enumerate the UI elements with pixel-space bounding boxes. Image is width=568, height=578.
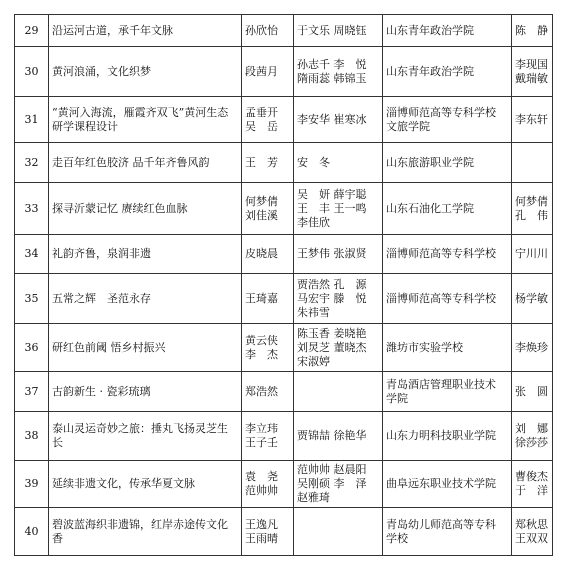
table-row: [15, 461, 553, 508]
team-leader: 王子壬: [245, 436, 278, 449]
advisor-teacher: 李东轩: [515, 112, 548, 126]
advisor-teacher: 李焕珍: [515, 340, 548, 354]
table-row: [15, 47, 553, 97]
team-leader-cell: [242, 372, 294, 412]
row-number-cell: 36: [15, 324, 49, 372]
school-name: 山东力明科技职业学院: [386, 429, 496, 442]
team-members: 刘炅芝 董晓杰: [297, 340, 367, 354]
advisor-teacher-cell: [512, 372, 553, 412]
team-members: 范帅帅 赵晨阳: [297, 463, 367, 476]
advisor-teacher: 刘 娜: [515, 422, 548, 435]
table-row: [15, 508, 553, 556]
advisor-teacher-cell: [512, 183, 553, 235]
school-name: 曲阜远东职业技术学院: [386, 477, 496, 490]
team-members-cell: [294, 97, 383, 143]
school-name: 山东青年政治学院: [386, 64, 474, 78]
school-name-cell: [383, 143, 512, 183]
team-members: 王梦伟 张淑贤: [297, 247, 367, 260]
school-name-cell: [383, 183, 512, 235]
project-title-cell: 延续非遗文化，传承华夏文脉: [49, 461, 242, 508]
school-name-cell: [383, 97, 512, 143]
row-number-cell: 35: [15, 274, 49, 324]
advisor-teacher: 李现国: [515, 57, 548, 71]
school-name-cell: [383, 15, 512, 47]
project-title-cell: 黄河浪涌，文化织梦: [49, 47, 242, 97]
team-members-cell: [294, 274, 383, 324]
advisor-teacher-cell: [512, 324, 553, 372]
advisor-teacher: 曹俊杰: [515, 470, 548, 483]
project-title-cell: 研红色前阈 悟乡村振兴: [49, 324, 242, 372]
team-leader: 袁 尧: [245, 470, 278, 483]
team-leader: 李立玮: [245, 422, 278, 435]
school-name-cell: [383, 47, 512, 97]
school-name: 青岛酒店管理职业技术: [386, 377, 496, 391]
advisor-teacher: 于 洋: [515, 484, 548, 497]
team-members: 贾锦喆 徐艳华: [297, 429, 367, 442]
team-leader-cell: [242, 412, 294, 461]
team-leader: 段茜月: [245, 64, 278, 78]
team-leader: 黄云侠: [245, 333, 278, 347]
project-title-cell: 沿运河古道，承千年文脉: [49, 15, 242, 47]
advisor-teacher-cell: [512, 97, 553, 143]
team-leader: 吴 岳: [245, 119, 278, 133]
table-row: [15, 412, 553, 461]
project-title-cell: 泰山灵运奇妙之旅：捶丸飞扬灵芝生长: [49, 412, 242, 461]
table-body: [15, 15, 553, 556]
advisor-teacher: 王双双: [515, 531, 548, 545]
team-leader-cell: [242, 324, 294, 372]
advisor-teacher: 徐莎莎: [515, 436, 548, 449]
school-name: 山东青年政治学院: [386, 23, 474, 37]
team-leader-cell: [242, 47, 294, 97]
advisor-teacher: 张 圆: [515, 384, 548, 398]
school-name-cell: [383, 372, 512, 412]
awards-table: [14, 14, 553, 556]
school-name: 文旅学院: [386, 119, 430, 133]
team-members-cell: [294, 183, 383, 235]
team-members: 孙志千 李 悦: [297, 57, 367, 71]
advisor-teacher-cell: [512, 508, 553, 556]
advisor-teacher-cell: [512, 412, 553, 461]
row-number-cell: 33: [15, 183, 49, 235]
team-members-cell: [294, 235, 383, 274]
advisor-teacher: 何梦倩: [515, 194, 548, 208]
team-leader: 王逸凡: [245, 517, 278, 531]
advisor-teacher: 宁川川: [515, 247, 548, 260]
team-members-cell: [294, 47, 383, 97]
project-title-cell: 古韵新生 · 瓷彩琉璃: [49, 372, 242, 412]
table-row: [15, 372, 553, 412]
advisor-teacher: 郑秋思: [515, 517, 548, 531]
table-row: [15, 324, 553, 372]
row-number-cell: 31: [15, 97, 49, 143]
team-members: 李佳欣: [297, 215, 330, 229]
team-members-cell: [294, 372, 383, 412]
team-leader: 孙欣怡: [245, 23, 278, 37]
row-number-cell: 37: [15, 372, 49, 412]
team-leader: 李 杰: [245, 347, 278, 361]
advisor-teacher-cell: [512, 235, 553, 274]
advisor-teacher-cell: [512, 47, 553, 97]
school-name-cell: [383, 324, 512, 372]
row-number-cell: 30: [15, 47, 49, 97]
school-name-cell: [383, 235, 512, 274]
school-name: 淄博师范高等专科学校: [386, 105, 496, 119]
team-members: 吴 妍 薛宇聪: [297, 187, 367, 201]
school-name: 潍坊市实验学校: [386, 340, 463, 354]
school-name-cell: [383, 274, 512, 324]
row-number-cell: 32: [15, 143, 49, 183]
table-row: [15, 15, 553, 47]
row-number-cell: 40: [15, 508, 49, 556]
row-number-cell: 39: [15, 461, 49, 508]
school-name: 山东旅游职业学院: [386, 155, 474, 169]
team-leader: 刘佳溪: [245, 208, 278, 222]
school-name-cell: [383, 412, 512, 461]
school-name: 青岛幼儿师范高等专科: [386, 517, 496, 531]
school-name: 淄博师范高等专科学校: [386, 291, 496, 305]
team-leader: 范帅帅: [245, 484, 278, 497]
team-leader: 王琦嘉: [245, 291, 278, 305]
row-number-cell: 34: [15, 235, 49, 274]
team-members: 宋淑婷: [297, 354, 330, 368]
advisor-teacher-cell: [512, 461, 553, 508]
school-name-cell: [383, 508, 512, 556]
team-members: 陈玉香 姜晓艳: [297, 326, 367, 340]
team-members: 赵雅琦: [297, 491, 330, 504]
team-leader-cell: [242, 15, 294, 47]
table-row: [15, 97, 553, 143]
team-members: 吴刚硕 李 泽: [297, 477, 367, 490]
team-members: 王 丰 王一鸣: [297, 201, 367, 215]
team-members-cell: [294, 412, 383, 461]
table-row: [15, 235, 553, 274]
project-title-cell: 碧波蓝海织非遗锦，红岸赤途传文化香: [49, 508, 242, 556]
advisor-teacher: 戴瑞敏: [515, 71, 548, 85]
school-name: 学校: [386, 531, 408, 545]
team-leader: 王 芳: [245, 155, 278, 169]
team-members: 于文乐 周晓钰: [297, 23, 367, 37]
team-leader: 何梦倩: [245, 194, 278, 208]
advisor-teacher-cell: [512, 143, 553, 183]
team-members-cell: [294, 461, 383, 508]
team-leader-cell: [242, 508, 294, 556]
team-members-cell: [294, 15, 383, 47]
team-members: 隋雨蕊 韩锦玉: [297, 71, 367, 85]
team-members-cell: [294, 324, 383, 372]
school-name: 山东石油化工学院: [386, 201, 474, 215]
team-members: 贾浩然 孔 源: [297, 277, 367, 291]
table-row: [15, 274, 553, 324]
project-title-cell: 五常之辉 圣范永存: [49, 274, 242, 324]
team-members: 李安华 崔寒冰: [297, 112, 367, 126]
team-leader: 王雨晴: [245, 531, 278, 545]
project-title-cell: “黄河入海流，雁霞齐双飞”黄河生态研学课程设计: [49, 97, 242, 143]
advisor-teacher-cell: [512, 15, 553, 47]
school-name-cell: [383, 461, 512, 508]
team-leader: 郑浩然: [245, 384, 278, 398]
team-leader-cell: [242, 183, 294, 235]
team-leader-cell: [242, 235, 294, 274]
row-number-cell: 29: [15, 15, 49, 47]
project-title-cell: 礼韵齐鲁，泉润非遗: [49, 235, 242, 274]
team-members: 朱祎雪: [297, 305, 330, 319]
table-row: [15, 183, 553, 235]
team-members: 马宏宇 滕 悦: [297, 291, 367, 305]
project-title-cell: 走百年红色胶济 品千年齐鲁风韵: [49, 143, 242, 183]
team-leader-cell: [242, 143, 294, 183]
row-number-cell: 38: [15, 412, 49, 461]
advisor-teacher-cell: [512, 274, 553, 324]
team-leader: 皮晓晨: [245, 247, 278, 260]
team-leader-cell: [242, 97, 294, 143]
advisor-teacher: 杨学敏: [515, 291, 548, 305]
project-title-cell: 探寻沂蒙记忆 赓续红色血脉: [49, 183, 242, 235]
advisor-teacher: 陈 静: [515, 23, 548, 37]
team-leader-cell: [242, 461, 294, 508]
team-leader-cell: [242, 274, 294, 324]
team-members: 安 冬: [297, 155, 330, 169]
team-members-cell: [294, 508, 383, 556]
school-name: 学院: [386, 391, 408, 405]
advisor-teacher: 孔 伟: [515, 208, 548, 222]
table-row: [15, 143, 553, 183]
team-members-cell: [294, 143, 383, 183]
team-leader: 孟垂开: [245, 105, 278, 119]
school-name: 淄博师范高等专科学校: [386, 247, 496, 260]
